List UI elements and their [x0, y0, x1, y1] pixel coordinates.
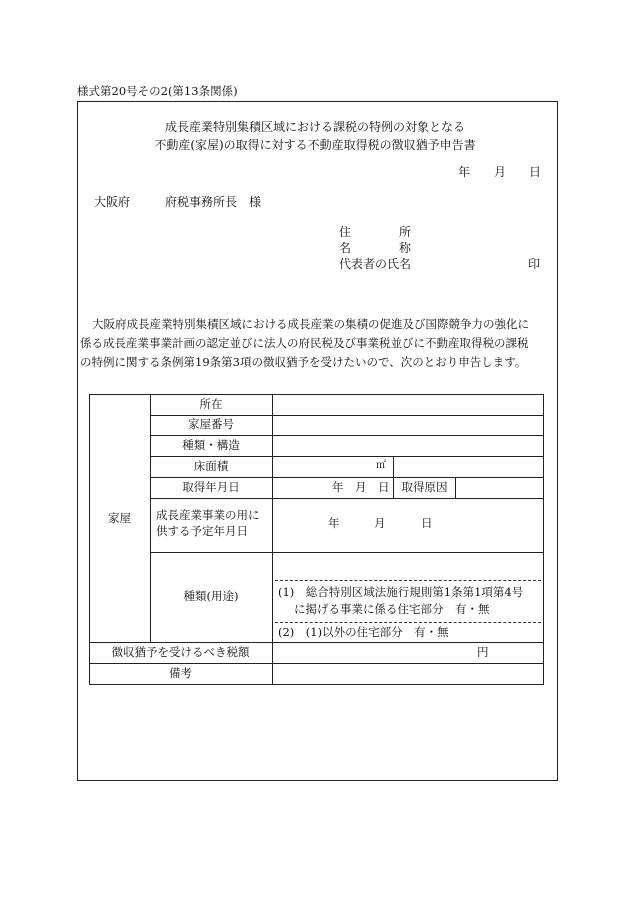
body-text-line-2: 係る成長産業事業計画の認定並びに法人の府民税及び事業税並びに不動産取得税の課税 [80, 336, 529, 350]
title-line-1: 成長産業特別集積区域における課税の特例の対象となる [164, 120, 465, 134]
addressee-office: 府税事務所長 様 [165, 195, 262, 209]
type-structure-label: 種類・構造 [182, 438, 240, 452]
planned-date-label-line-2: 供する予定年月日 [156, 524, 248, 538]
usage-option-2: (2) (1)以外の住宅部分 有・無 [278, 625, 449, 639]
location-label: 所在 [199, 397, 223, 411]
addressee-prefecture: 大阪府 [94, 195, 131, 209]
group-label-house: 家屋 [108, 511, 131, 525]
area-unit: ㎡ [376, 460, 386, 471]
planned-month: 月 [374, 516, 386, 530]
floor-area-label: 床面積 [193, 459, 229, 473]
date-day: 日 [529, 165, 542, 179]
body-text-line-1: 大阪府成長産業特別集積区域における成長産業の集積の促進及び国際競争力の強化に [92, 317, 529, 331]
yen-unit: 円 [477, 645, 489, 659]
acquisition-year: 年 [332, 480, 344, 494]
date-month: 月 [494, 165, 507, 179]
usage-label: 種類(用途) [183, 589, 239, 603]
acquisition-month: 月 [355, 480, 367, 494]
seal-mark: 印 [528, 257, 541, 271]
form-number: 様式第20号その2(第13条関係) [77, 84, 238, 98]
acquisition-day: 日 [378, 480, 390, 494]
acquisition-cause-label: 取得原因 [401, 480, 448, 494]
body-text-line-3: の特例に関する条例第19条第3項の徴収猶予を受けたいので、次のとおり申告します。 [80, 355, 527, 369]
planned-year: 年 [328, 516, 340, 530]
applicant-name-label: 名 称 [339, 241, 412, 255]
house-number-label: 家屋番号 [188, 417, 234, 431]
date-year: 年 [458, 165, 471, 179]
planned-date-label-line-1: 成長産業事業の用に [156, 508, 260, 522]
usage-option-1-line-1: (1) 総合特別区域法施行規則第1条第1項第4号 [278, 585, 524, 599]
remarks-label: 備考 [169, 666, 192, 680]
acquisition-date-label: 取得年月日 [182, 480, 240, 494]
title-line-2: 不動産(家屋)の取得に対する不動産取得税の徴収猶予申告書 [154, 138, 476, 152]
applicant-representative-label: 代表者の氏名 [339, 257, 412, 271]
usage-option-1-line-2: に掲げる事業に係る住宅部分 有・無 [294, 602, 490, 616]
applicant-address-label: 住 所 [339, 225, 412, 239]
planned-day: 日 [421, 516, 433, 530]
tax-amount-label: 徴収猶予を受けるべき税額 [111, 645, 250, 659]
